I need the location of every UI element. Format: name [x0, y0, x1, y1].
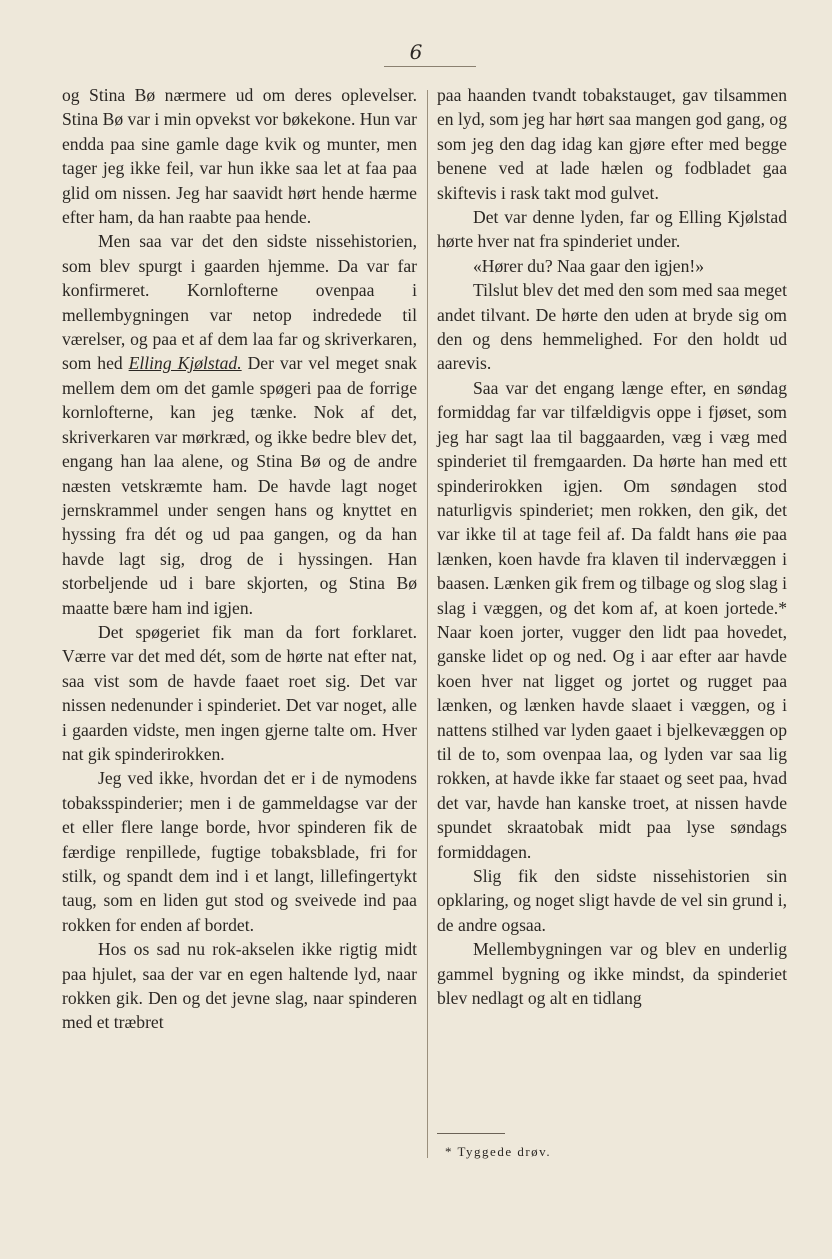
left-column: [62, 83, 417, 1035]
paragraph-text: Men saa var det den sidste nissehistorien, som blev spurgt i gaarden hjemme. Da var far konfirmeret. Kornlofterne ovenpaa i mellembygningen var netop indredede til værelser, og paa et af dem laa far og skriverkaren, som hed: [62, 231, 417, 374]
header-rule: [384, 66, 476, 67]
footnote: * Tyggede drøv.: [445, 1144, 552, 1159]
paragraph-text: Der var vel meget snak mellem dem om det gamle spøgeri paa de forrige kornlofterne, kan jeg tænke. Nok af det, skriverkaren var mørkræd, og ikke bedre blev det, engang han laa alene, og Stina Bø og de andre næsten vetskræmte ham. De havde lagt noget jernskrammel under sengen hans og knyttet en hyssing fra dét og ud paa gangen, og da han havde lagt sig, drog de i hyssingen. Han storbeljende ud i bare skjorten, og Stina Bø maatte bære ham ind igjen.: [62, 353, 417, 618]
paragraph: [62, 229, 417, 620]
paragraph: «Hører du? Naa gaar den igjen!»: [473, 255, 705, 276]
paragraph: Jeg ved ikke, hvordan det er i de nymodens tobaksspinderier; men i de gammeldagse var der et eller flere lange borde, hvor spinderen fik de færdige renpillede, fugtige tobaksblade, fri for stilk, og spandt dem ind i et langt, lillefingertykt taug, som en liden gut stod og sveivede ind paa rokken for enden af bordet.: [62, 768, 417, 935]
paragraph: Tilslut blev det med den som med saa meget andet tilvant. De hørte den uden at bryde sig om den og dens hemmelighed. For den holdt ud aarevis.: [437, 280, 787, 374]
paragraph: Det var denne lyden, far og Elling Kjølstad hørte hver nat fra spinderiet under.: [437, 207, 787, 252]
paragraph: Mellembygningen var og blev en underlig gammel bygning og ikke mindst, da spinderiet blev nedlagt og alt en tidlang: [437, 939, 787, 1009]
paragraph: Hos os sad nu rok-akselen ikke rigtig midt paa hjulet, saa der var en egen haltende lyd, naar rokken gik. Den og det jevne slag, naar spinderen med et træbret: [62, 939, 417, 1033]
page-number: 6: [409, 40, 423, 64]
column-divider: [427, 90, 428, 1158]
person-name: Elling Kjølstad.: [128, 353, 242, 374]
paragraph: Det spøgeriet fik man da fort forklaret. Værre var det med dét, som de hørte nat efter nat, saa vist som de havde faaet roet sig. Det var nissen nedenunder i spinderiet. Det var noget, alle i gaarden vidste, men ingen gjerne talte om. Hver nat gik spinderirokken.: [62, 621, 417, 764]
paragraph: og Stina Bø nærmere ud om deres oplevelser. Stina Bø var i min opvekst vor bøkekone. Hun var endda paa sine gamle dage kvik og munter, men tager jeg ikke feil, var hun ikke saa let at faa paa glid om nissen. Jeg har saavidt hørt hende hærme efter ham, da han raabte paa hende.: [62, 85, 417, 228]
right-column: [437, 83, 787, 1010]
paragraph: Saa var det engang længe efter, en søndag formiddag far var tilfældigvis oppe i fjøset, som jeg har sagt laa til baggaarden, væg i væg med spinderiet til fremgaarden. Da hørte han med ett spinderirokken igjen. Om søndagen stod naturligvis spinderiet; men rokken, den gik, det var ikke til at tage feil af. Da faldt hans øie paa lænken, koen havde fra klaven til indervæggen i baasen. Lænken gik frem og tilbage og slog slag i slag i væggen, og det kom af, at koen jortede.* Naar koen jorter, vugger den lidt paa hovedet, ganske lidet op og ned. Og i aar efter aar havde koen hver nat ligget og jortet og rugget paa lænken, og lænken havde slaaet i væggen, og i nattens stilhed var lyden gaaet i bjelkevæggen op til de to, som ovenpaa laa, og lyden var saa lig rokken, at havde ikke far staaet og seet paa, hvad det var, havde han kanske troet, at nissen havde spundet skraatobak midt paa lyse søndags formiddagen.: [437, 377, 787, 862]
footnote-rule: [437, 1133, 505, 1134]
paragraph: paa haanden tvandt tobakstauget, gav tilsammen en lyd, som jeg har hørt saa mangen god gang, og som jeg den dag idag kan gjøre efter med begge benene ved at lade hælen og fodbladet gaa skiftevis i rask takt mod gulvet.: [437, 85, 787, 203]
paragraph: Slig fik den sidste nissehistorien sin opklaring, og noget sligt havde de vel sin grund i, de andre ogsaa.: [437, 866, 787, 935]
